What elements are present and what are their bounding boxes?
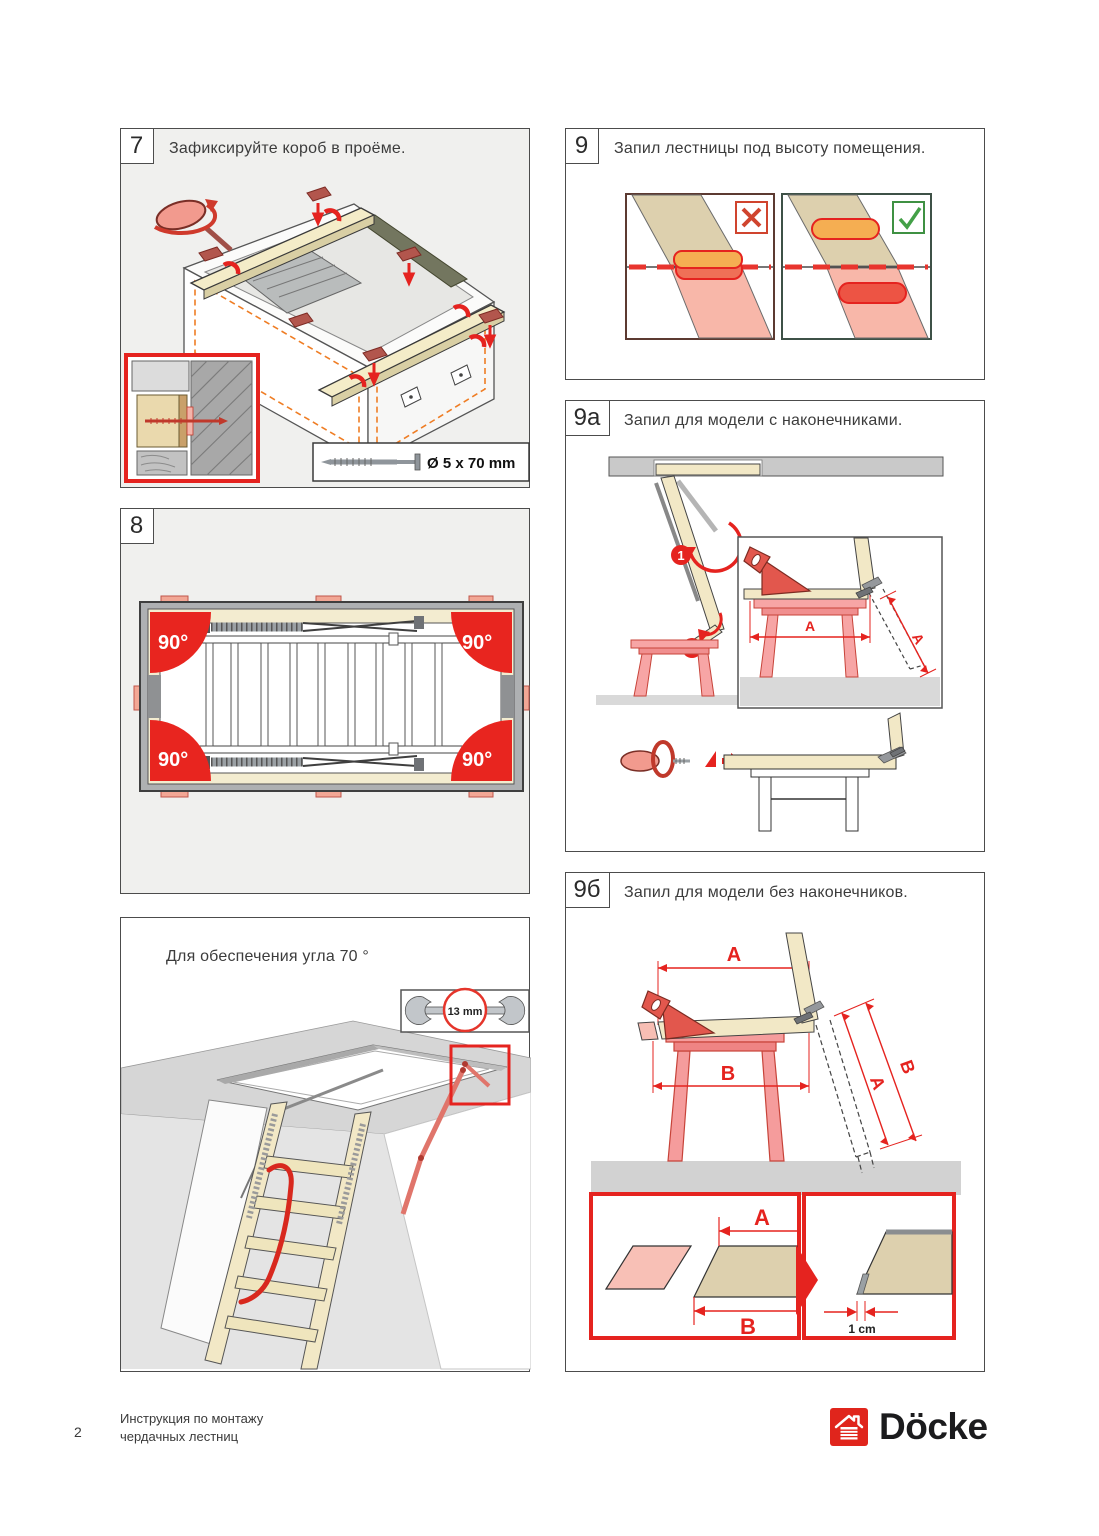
angle-label-tr: 90° [462, 632, 493, 654]
wrench-box [401, 989, 529, 1032]
cut-without-tips-illustration [566, 873, 986, 1371]
step-number-9: 9 [565, 128, 599, 164]
step-9a-title: Запил для модели с наконечниками. [624, 412, 903, 429]
panel-step-9b [565, 872, 985, 1372]
badge-1-label: 1 [677, 548, 685, 563]
footer-caption [120, 1410, 263, 1446]
page-number: 2 [74, 1424, 82, 1440]
footer-line-2: чердачных лестниц [120, 1429, 239, 1444]
cut-inset-right [804, 1194, 954, 1338]
correct-icon [893, 202, 924, 233]
inset-a-label: A [754, 1205, 770, 1230]
angle-label-bl: 90° [158, 749, 189, 771]
inset-b-label: B [740, 1314, 756, 1339]
cutoff-outline [816, 1020, 874, 1173]
step-9b-title: Запил для модели без наконечников. [624, 884, 908, 901]
cut-height-illustration [566, 129, 986, 379]
step-9-title: Запил лестницы под высоту помещения. [614, 140, 926, 157]
panel-step-8 [120, 508, 530, 894]
ceiling-hatch [609, 457, 943, 476]
table-saw-scene [638, 933, 874, 1173]
drill-cut-scene [621, 713, 906, 831]
wrench-size-label: 13 mm [447, 1006, 483, 1018]
dim-a-label: A [804, 618, 816, 634]
screw-size-label: Ø 5 x 70 mm [427, 455, 516, 472]
panel-step-9 [565, 128, 985, 380]
wrong-cut-box [626, 194, 774, 339]
step-number-9a: 9a [565, 400, 610, 436]
right-block [501, 675, 514, 718]
brand-house-icon [830, 1408, 868, 1446]
angle-label-br: 90° [462, 749, 493, 771]
diag-b-label: B [896, 1057, 920, 1077]
step-number-7: 7 [120, 128, 154, 164]
panel-step-7 [120, 128, 530, 488]
cut-with-tips-illustration [566, 401, 986, 851]
angle-label-tl: 90° [158, 632, 189, 654]
screw-spec-box [313, 443, 529, 481]
screwdriver-icon [153, 196, 231, 250]
panel-angle-70 [120, 917, 530, 1372]
step-7-title: Зафиксируйте короб в проёме. [169, 140, 406, 157]
brand-logo [830, 1406, 988, 1448]
left-block [148, 675, 161, 718]
cut-inset-left [591, 1194, 799, 1339]
step-number-8: 8 [120, 508, 154, 544]
one-cm-label: 1 cm [848, 1322, 876, 1336]
folded-ladder [656, 476, 741, 658]
square-check-illustration [121, 509, 531, 895]
angle-70-title: Для обеспечения угла 70 ° [166, 948, 370, 965]
step-number-9b: 9б [565, 872, 610, 908]
fixing-detail-inset [126, 355, 258, 481]
dim-a-top-label: A [726, 944, 742, 966]
stool [596, 640, 746, 705]
saw-table-inset [738, 537, 942, 708]
diag-a-label: A [866, 1073, 890, 1093]
brand-name: Döcke [879, 1406, 988, 1447]
floor [591, 1161, 961, 1195]
box-fixing-illustration [121, 177, 531, 487]
footer-line-1: Инструкция по монтажу [120, 1411, 264, 1426]
dim-b-mid-label: B [720, 1063, 736, 1085]
right-cut-box [782, 194, 931, 339]
ladder-angle-illustration [121, 918, 531, 1370]
dim-a-diag-label: A [908, 630, 928, 647]
panel-step-9a [565, 400, 985, 852]
